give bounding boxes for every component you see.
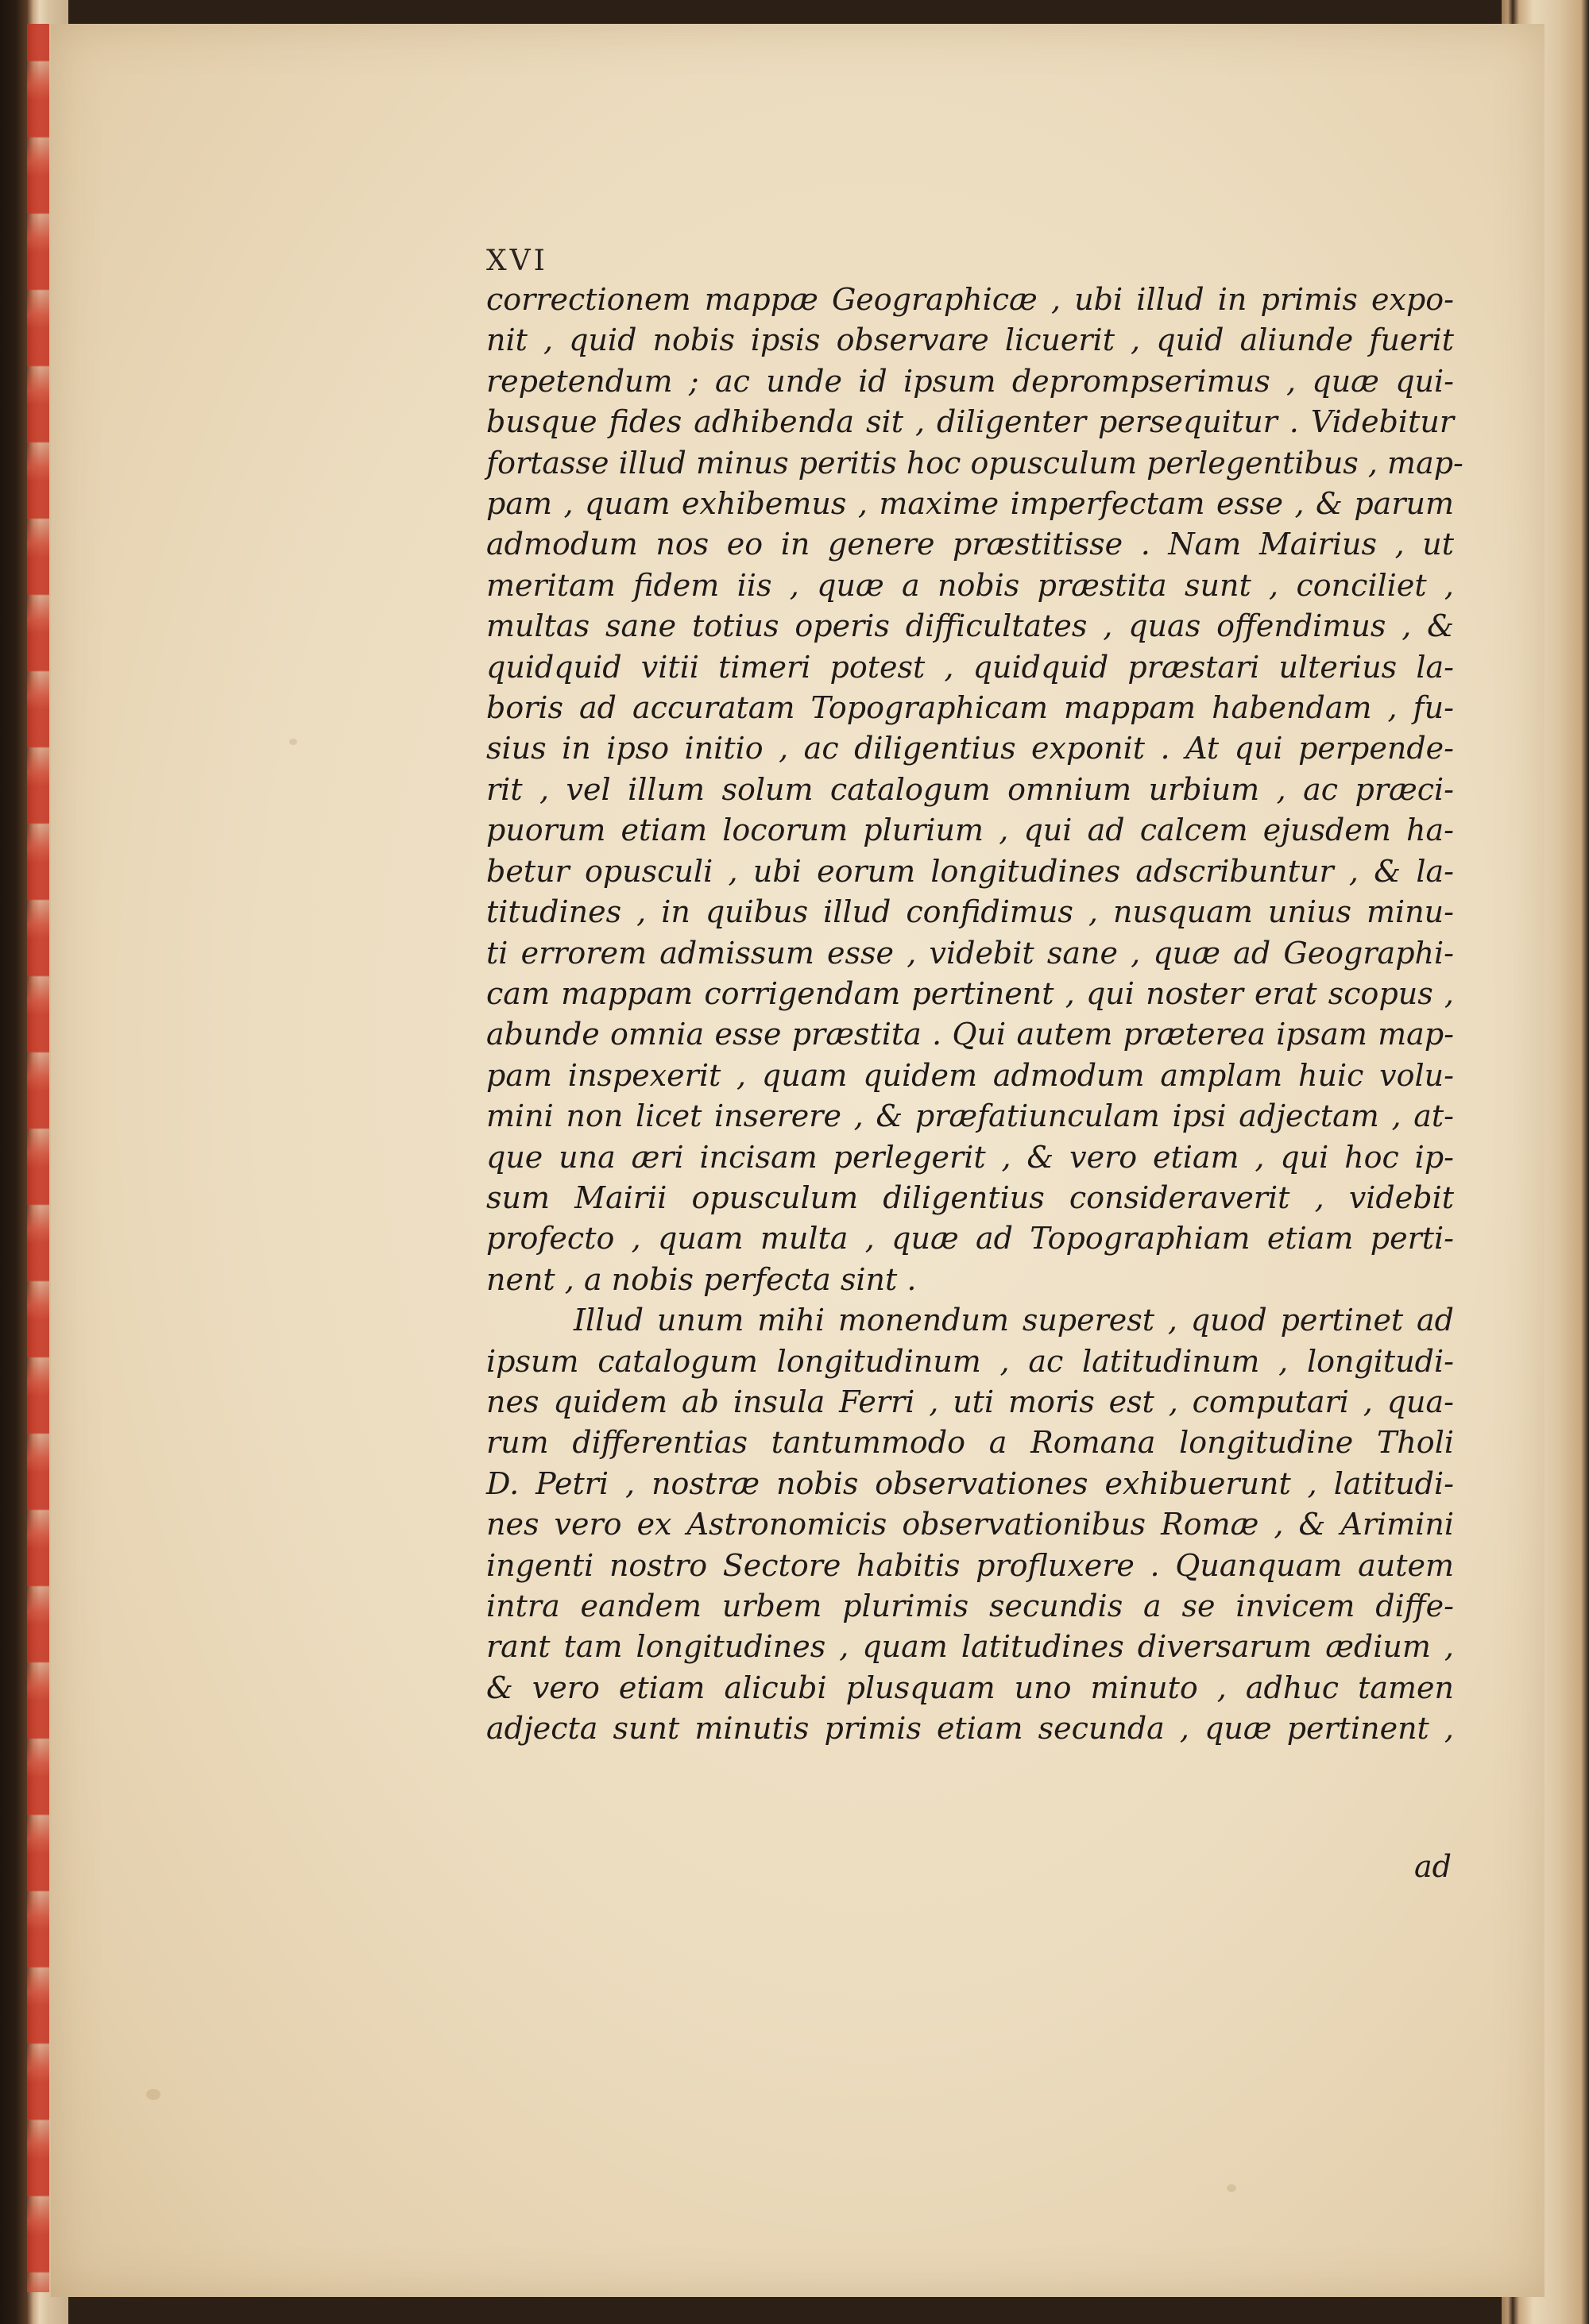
text-line: sum Mairii opusculum diligentius consideraverit , videbit: [486, 1179, 1454, 1215]
text-line: admodum nos eo in genere præstitisse . Nam Mairius , ut: [486, 527, 1454, 562]
text-line: sius in ipso initio , ac diligentius exponit . At qui perpende-: [486, 731, 1454, 766]
text-line: Illud unum mihi monendum superest , quod pertinet ad: [574, 1303, 1454, 1338]
text-line: pam inspexerit , quam quidem admodum amplam huic volu-: [486, 1057, 1454, 1093]
text-line: quidquid vitii timeri potest , quidquid præstari ulterius la-: [486, 649, 1454, 685]
catchword: ad: [1414, 1849, 1452, 1884]
text-line: meritam fidem iis , quæ a nobis præstita sunt , conciliet ,: [486, 567, 1454, 603]
text-line: boris ad accuratam Topographicam mappam habendam , fu-: [486, 690, 1454, 726]
text-line: ingenti nostro Sectore habitis profluxere . Quanquam autem: [486, 1547, 1454, 1583]
text-line: busque fides adhibenda sit , diligenter persequitur . Videbitur: [486, 404, 1454, 440]
text-line: & vero etiam alicubi plusquam uno minuto , adhuc tamen: [486, 1670, 1454, 1705]
text-line: nent , a nobis perfecta sint .: [486, 1261, 917, 1297]
text-line: puorum etiam locorum plurium , qui ad calcem ejusdem ha-: [486, 813, 1454, 848]
text-line: repetendum ; ac unde id ipsum deprompserimus , quæ qui-: [486, 363, 1454, 399]
text-line: pam , quam exhibemus , maxime imperfectam esse , & parum: [486, 486, 1454, 522]
text-line: cam mappam corrigendam pertinent , qui noster erat scopus ,: [486, 975, 1454, 1011]
text-line: profecto , quam multa , quæ ad Topographiam etiam perti-: [486, 1221, 1454, 1257]
text-line: titudines , in quibus illud confidimus , nusquam unius minu-: [486, 894, 1454, 930]
text-line: nit , quid nobis ipsis observare licuerit , quid aliunde fuerit: [486, 322, 1454, 358]
page-number: XVI: [486, 245, 548, 277]
text-line: betur opusculi , ubi eorum longitudines adscribuntur , & la-: [486, 853, 1454, 889]
text-line: abunde omnia esse præstita . Qui autem præterea ipsam map-: [486, 1017, 1454, 1052]
text-line: mini non licet inserere , & præfatiunculam ipsi adjectam , at-: [486, 1098, 1454, 1134]
foxing-spot: [1227, 2184, 1236, 2192]
foxing-spot: [146, 2089, 160, 2100]
text-line: rit , vel illum solum catalogum omnium urbium , ac præci-: [486, 771, 1454, 807]
text-line: intra eandem urbem plurimis secundis a se invicem diffe-: [486, 1589, 1454, 1623]
text-line: ipsum catalogum longitudinum , ac latitudinum , longitudi-: [486, 1343, 1454, 1379]
text-line: que una æri incisam perlegerit , & vero etiam , qui hoc ip-: [486, 1139, 1454, 1175]
text-line: rant tam longitudines , quam latitudines diversarum ædium ,: [486, 1629, 1454, 1665]
text-line: nes vero ex Astronomicis observationibus Romæ , & Arimini: [486, 1507, 1454, 1542]
text-line: nes quidem ab insula Ferri , uti moris est , computari , qua-: [486, 1384, 1454, 1419]
text-line: fortasse illud minus peritis hoc opusculum perlegentibus , map-: [486, 445, 1463, 481]
text-line: correctionem mappæ Geographicæ , ubi illud in primis expo-: [486, 282, 1454, 317]
body-text: [486, 280, 1463, 1750]
text-line: D. Petri , nostræ nobis observationes exhibuerunt , latitudi-: [486, 1465, 1454, 1501]
book-page: [51, 24, 1545, 2297]
text-line: ti errorem admissum esse , videbit sane , quæ ad Geographi-: [486, 935, 1454, 971]
foxing-spot: [289, 739, 297, 745]
text-line: multas sane totius operis difficultates , quas offendimus , &: [486, 608, 1454, 644]
text-line: rum differentias tantummodo a Romana longitudine Tholi: [486, 1425, 1454, 1461]
text-line: adjecta sunt minutis primis etiam secunda , quæ pertinent ,: [486, 1711, 1454, 1747]
